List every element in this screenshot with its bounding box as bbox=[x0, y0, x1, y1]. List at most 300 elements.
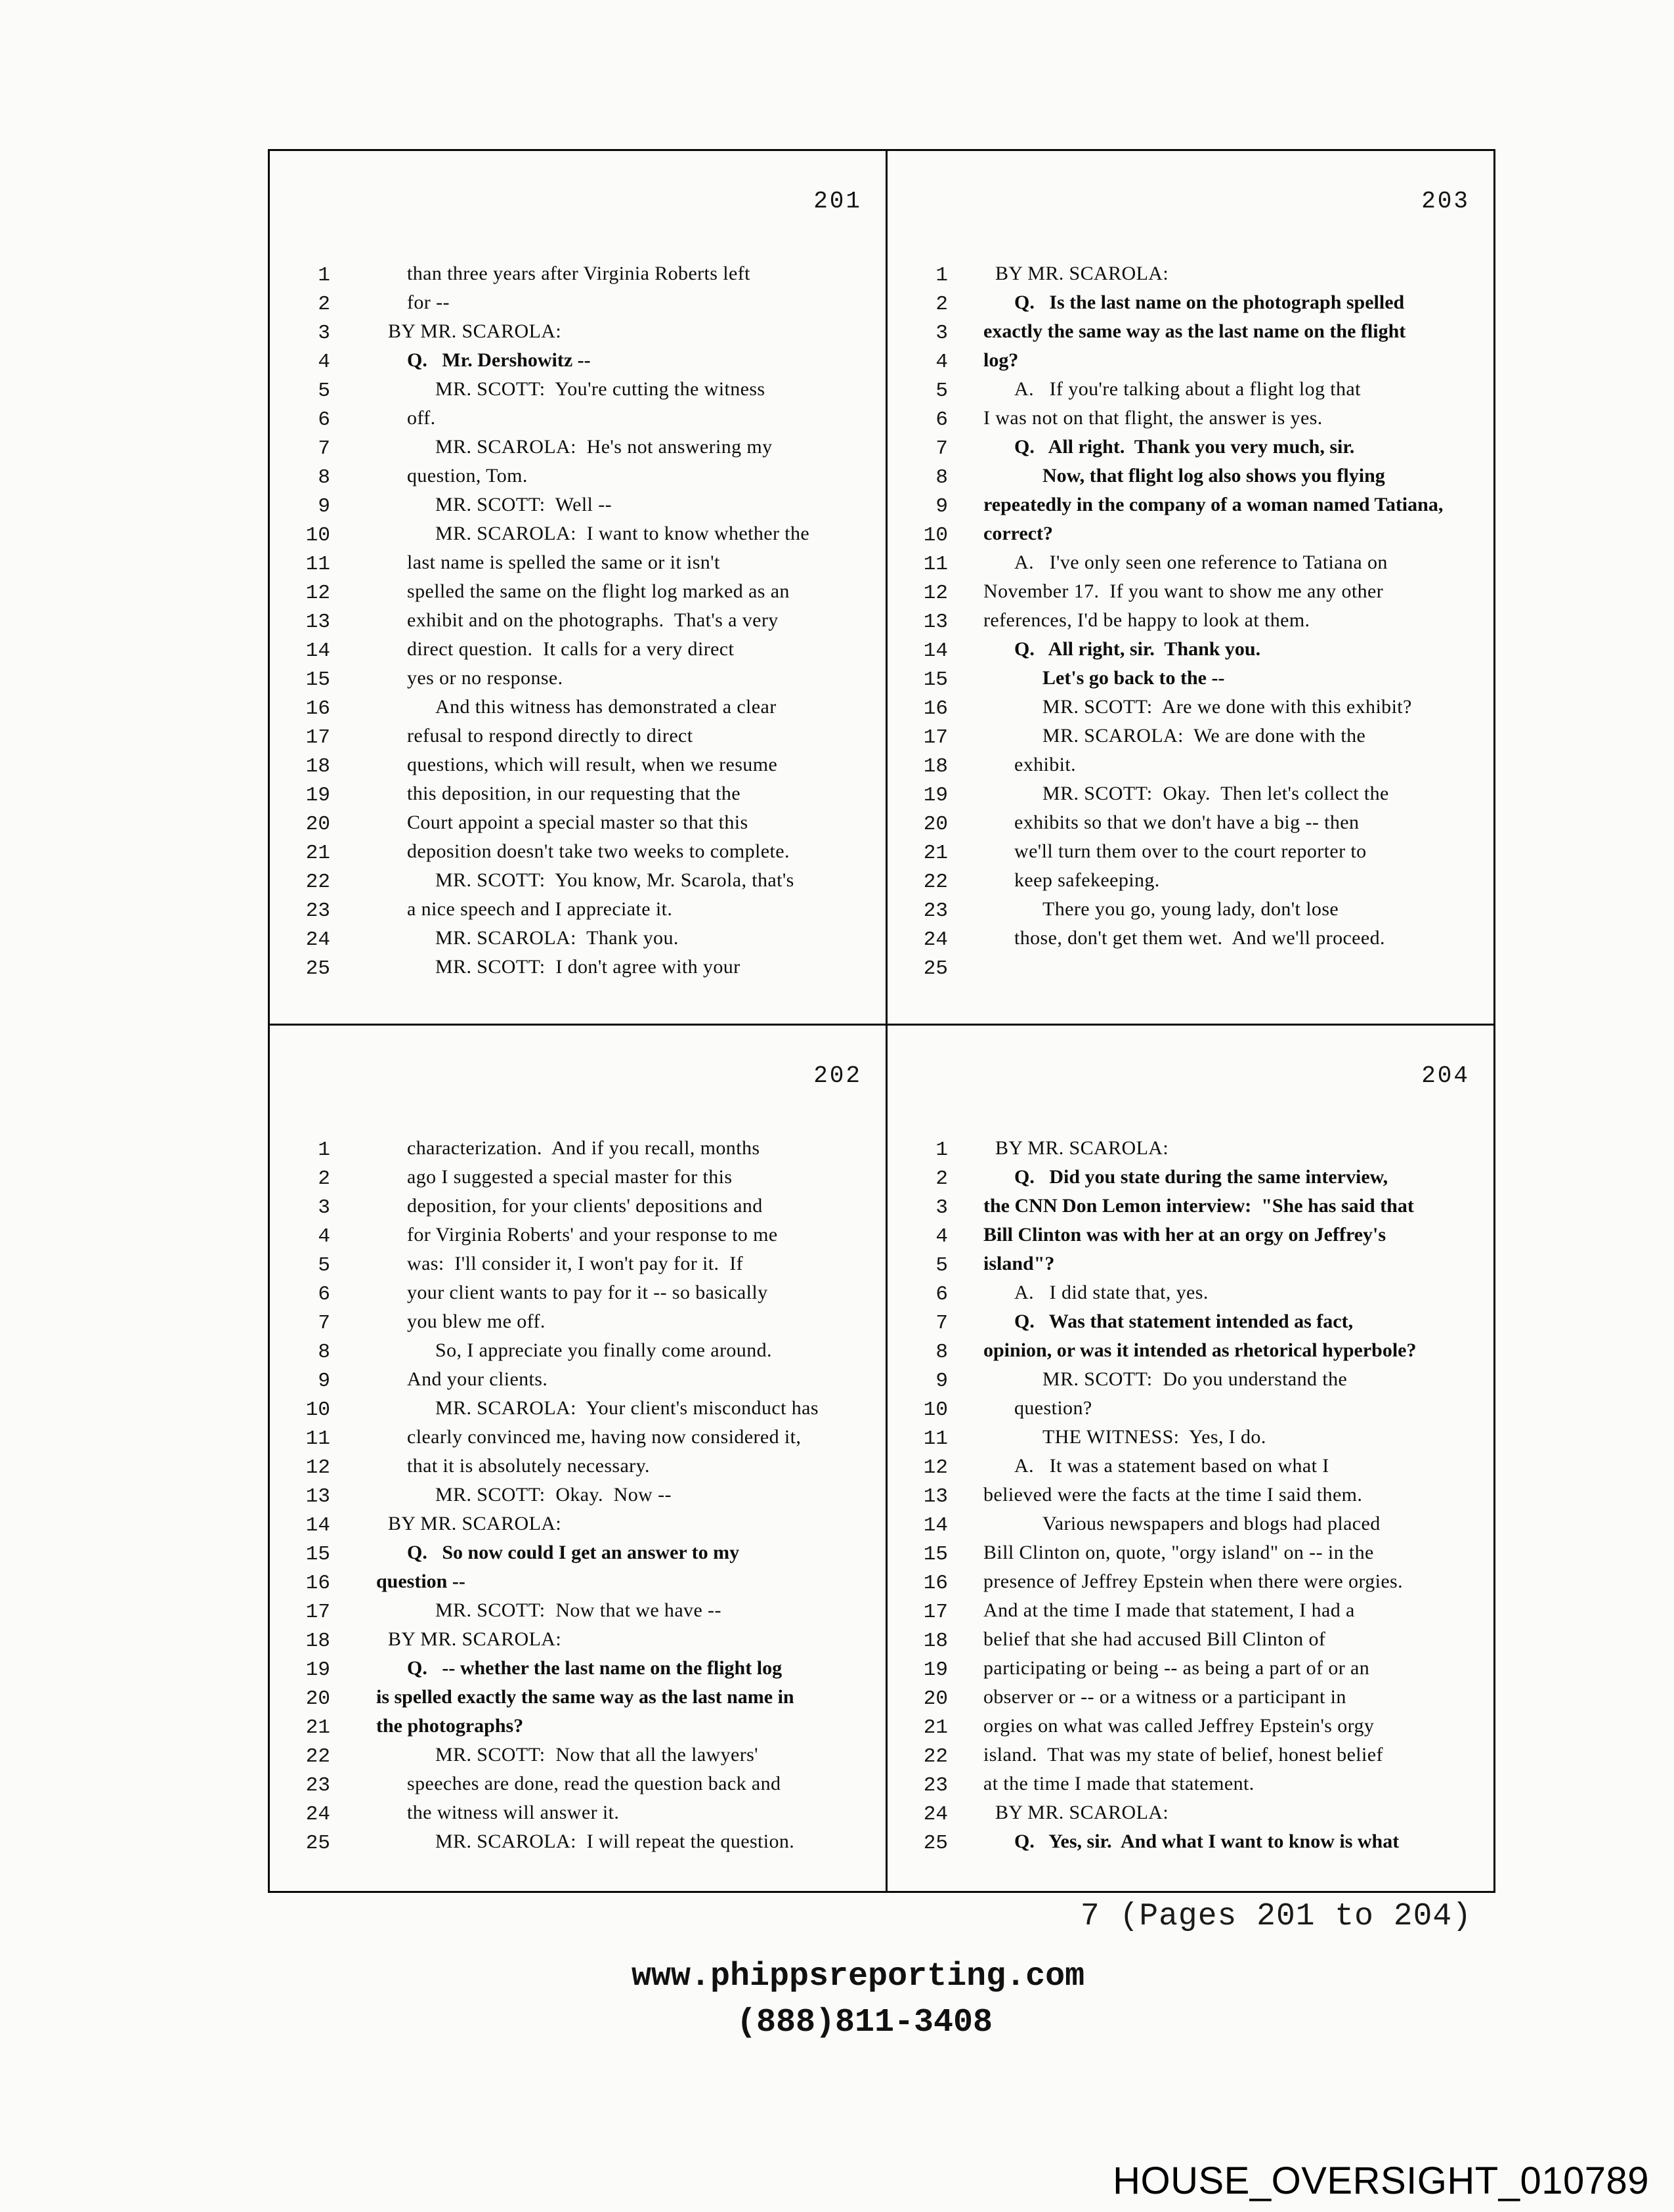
line-number: 15 bbox=[923, 1543, 948, 1566]
transcript-line bbox=[270, 1166, 886, 1195]
transcript-lines bbox=[888, 263, 1493, 985]
line-text: at the time I made that statement. bbox=[983, 1773, 1255, 1794]
transcript-line bbox=[270, 465, 886, 494]
line-number: 4 bbox=[318, 1225, 330, 1248]
transcript-line bbox=[888, 1426, 1493, 1455]
line-text: THE WITNESS: Yes, I do. bbox=[1042, 1426, 1266, 1448]
line-number: 4 bbox=[935, 1225, 948, 1248]
line-number: 9 bbox=[935, 1370, 948, 1393]
line-number: 1 bbox=[318, 1139, 330, 1161]
line-number: 7 bbox=[318, 1312, 330, 1335]
transcript-line bbox=[270, 783, 886, 812]
line-number: 17 bbox=[305, 726, 330, 749]
line-text: BY MR. SCAROLA: bbox=[995, 263, 1169, 284]
line-number: 15 bbox=[305, 668, 330, 691]
transcript-line bbox=[888, 956, 1493, 985]
transcript-line bbox=[270, 1397, 886, 1426]
line-number: 1 bbox=[318, 264, 330, 287]
line-number: 19 bbox=[923, 1659, 948, 1681]
line-text: log? bbox=[983, 349, 1019, 371]
transcript-line bbox=[270, 1599, 886, 1628]
footer-phone-number: (888)811-3408 bbox=[737, 2004, 993, 2041]
line-number: 8 bbox=[318, 1341, 330, 1364]
transcript-line bbox=[270, 754, 886, 783]
line-text: direct question. It calls for a very direct bbox=[407, 638, 735, 660]
line-number: 25 bbox=[923, 957, 948, 980]
line-text: BY MR. SCAROLA: bbox=[388, 1513, 562, 1534]
line-text: MR. SCOTT: Do you understand the bbox=[1042, 1368, 1348, 1390]
line-text: island. That was my state of belief, honest belief bbox=[983, 1744, 1383, 1766]
line-number: 21 bbox=[305, 1716, 330, 1739]
transcript-line bbox=[270, 1253, 886, 1282]
transcript-line bbox=[270, 1224, 886, 1253]
line-text: exhibit. bbox=[1014, 754, 1077, 775]
transcript-line bbox=[270, 552, 886, 580]
line-text: clearly convinced me, having now considered it, bbox=[407, 1426, 802, 1448]
line-text: MR. SCAROLA: Your client's misconduct has bbox=[435, 1397, 819, 1419]
line-number: 12 bbox=[305, 582, 330, 605]
transcript-line bbox=[270, 494, 886, 523]
transcript-line bbox=[270, 725, 886, 754]
line-number: 11 bbox=[923, 1427, 948, 1450]
line-text: a nice speech and I appreciate it. bbox=[407, 898, 673, 920]
transcript-line bbox=[270, 1426, 886, 1455]
line-number: 22 bbox=[923, 871, 948, 894]
line-text: And your clients. bbox=[407, 1368, 548, 1390]
line-number: 3 bbox=[318, 1196, 330, 1219]
transcript-line bbox=[270, 1368, 886, 1397]
line-text: MR. SCOTT: Now that all the lawyers' bbox=[435, 1744, 758, 1766]
line-text: Various newspapers and blogs had placed bbox=[1042, 1513, 1381, 1534]
line-text: questions, which will result, when we resume bbox=[407, 754, 778, 775]
line-number: 24 bbox=[923, 1803, 948, 1826]
transcript-line bbox=[888, 1715, 1493, 1744]
line-text: that it is absolutely necessary. bbox=[407, 1455, 650, 1477]
line-number: 24 bbox=[305, 928, 330, 951]
line-text: belief that she had accused Bill Clinton of bbox=[983, 1628, 1326, 1650]
transcript-line bbox=[888, 609, 1493, 638]
line-text: characterization. And if you recall, months bbox=[407, 1137, 760, 1159]
line-number: 17 bbox=[923, 1601, 948, 1624]
transcript-line bbox=[888, 840, 1493, 869]
line-text: MR. SCAROLA: Thank you. bbox=[435, 927, 679, 949]
line-number: 6 bbox=[935, 1283, 948, 1306]
footer-page-range: 7 (Pages 201 to 204) bbox=[1080, 1899, 1472, 1934]
line-text: MR. SCAROLA: I want to know whether the bbox=[435, 523, 810, 544]
line-text: Q. Did you state during the same interview, bbox=[1014, 1166, 1388, 1188]
line-text: question? bbox=[1014, 1397, 1092, 1419]
line-text: MR. SCOTT: Okay. Now -- bbox=[435, 1484, 672, 1506]
line-text: Q. Is the last name on the photograph spelled bbox=[1014, 292, 1405, 313]
transcript-line bbox=[888, 1628, 1493, 1657]
line-text: Q. Mr. Dershowitz -- bbox=[407, 349, 591, 371]
transcript-line bbox=[270, 407, 886, 436]
line-number: 22 bbox=[305, 1745, 330, 1768]
line-number: 23 bbox=[305, 1774, 330, 1797]
transcript-line bbox=[888, 1455, 1493, 1484]
line-text: And this witness has demonstrated a clear bbox=[435, 696, 777, 718]
line-text: for -- bbox=[407, 292, 450, 313]
transcript-line bbox=[270, 638, 886, 667]
transcript-line bbox=[270, 1686, 886, 1715]
transcript-line bbox=[270, 898, 886, 927]
line-text: A. I've only seen one reference to Tatiana on bbox=[1014, 552, 1388, 573]
transcript-line bbox=[270, 1455, 886, 1484]
transcript-line bbox=[888, 696, 1493, 725]
line-number: 15 bbox=[305, 1543, 330, 1566]
line-text: observer or -- or a witness or a participant in bbox=[983, 1686, 1346, 1708]
line-text: A. If you're talking about a flight log that bbox=[1014, 378, 1361, 400]
line-text: BY MR. SCAROLA: bbox=[995, 1802, 1169, 1823]
line-text: the photographs? bbox=[376, 1715, 524, 1737]
transcript-line bbox=[270, 812, 886, 840]
line-text: MR. SCOTT: You're cutting the witness bbox=[435, 378, 765, 400]
line-text: you blew me off. bbox=[407, 1311, 546, 1332]
line-text: was: I'll consider it, I won't pay for it. If bbox=[407, 1253, 743, 1274]
line-number: 23 bbox=[923, 900, 948, 922]
transcript-line bbox=[270, 378, 886, 407]
transcript-line bbox=[888, 1484, 1493, 1513]
line-number: 14 bbox=[923, 1514, 948, 1537]
line-text: question, Tom. bbox=[407, 465, 528, 487]
transcript-line bbox=[888, 1137, 1493, 1166]
transcript-line bbox=[888, 580, 1493, 609]
transcript-page-204 bbox=[888, 1026, 1493, 1891]
line-text: yes or no response. bbox=[407, 667, 563, 689]
line-text: speeches are done, read the question back and bbox=[407, 1773, 781, 1794]
line-number: 7 bbox=[318, 437, 330, 460]
line-text: Bill Clinton was with her at an orgy on Jeffrey's bbox=[983, 1224, 1386, 1246]
transcript-line bbox=[888, 1571, 1493, 1599]
line-text: MR. SCOTT: Now that we have -- bbox=[435, 1599, 721, 1621]
line-number: 11 bbox=[305, 1427, 330, 1450]
line-number: 22 bbox=[305, 871, 330, 894]
transcript-line bbox=[888, 349, 1493, 378]
line-number: 23 bbox=[923, 1774, 948, 1797]
transcript-line bbox=[888, 667, 1493, 696]
line-text: off. bbox=[407, 407, 436, 429]
line-number: 17 bbox=[923, 726, 948, 749]
line-text: MR. SCAROLA: He's not answering my bbox=[435, 436, 773, 458]
transcript-line bbox=[888, 1339, 1493, 1368]
transcript-line bbox=[270, 1513, 886, 1542]
transcript-line bbox=[270, 840, 886, 869]
line-number: 16 bbox=[923, 697, 948, 720]
line-text: exhibits so that we don't have a big -- then bbox=[1014, 812, 1360, 833]
line-text: Bill Clinton on, quote, "orgy island" on -- in the bbox=[983, 1542, 1374, 1563]
line-text: question -- bbox=[376, 1571, 465, 1592]
transcript-line bbox=[888, 292, 1493, 320]
line-number: 3 bbox=[935, 1196, 948, 1219]
line-number: 13 bbox=[305, 611, 330, 634]
line-number: 14 bbox=[305, 1514, 330, 1537]
line-text: last name is spelled the same or it isn't bbox=[407, 552, 720, 573]
line-text: A. It was a statement based on what I bbox=[1014, 1455, 1329, 1477]
line-number: 12 bbox=[923, 582, 948, 605]
transcript-line bbox=[888, 1166, 1493, 1195]
line-text: Q. All right, sir. Thank you. bbox=[1014, 638, 1261, 660]
line-number: 3 bbox=[318, 322, 330, 345]
line-number: 4 bbox=[935, 351, 948, 374]
transcript-page-201 bbox=[270, 151, 886, 1024]
line-number: 14 bbox=[305, 640, 330, 662]
line-number: 11 bbox=[923, 553, 948, 576]
line-text: references, I'd be happy to look at them. bbox=[983, 609, 1310, 631]
line-text: island"? bbox=[983, 1253, 1055, 1274]
line-text: MR. SCOTT: You know, Mr. Scarola, that's bbox=[435, 869, 794, 891]
line-number: 20 bbox=[923, 1687, 948, 1710]
line-number: 18 bbox=[923, 755, 948, 778]
line-text: spelled the same on the flight log marked as an bbox=[407, 580, 790, 602]
line-number: 1 bbox=[935, 264, 948, 287]
line-number: 19 bbox=[305, 784, 330, 807]
transcript-line bbox=[270, 436, 886, 465]
transcript-line bbox=[888, 1831, 1493, 1859]
transcript-line bbox=[270, 1339, 886, 1368]
line-text: than three years after Virginia Roberts left bbox=[407, 263, 750, 284]
transcript-line bbox=[888, 1311, 1493, 1339]
transcript-line bbox=[888, 754, 1493, 783]
bates-stamp: HOUSE_OVERSIGHT_010789 bbox=[1113, 2159, 1649, 2202]
line-text: Q. Yes, sir. And what I want to know is what bbox=[1014, 1831, 1400, 1852]
line-text: Let's go back to the -- bbox=[1042, 667, 1225, 689]
line-number: 20 bbox=[305, 1687, 330, 1710]
line-number: 25 bbox=[923, 1832, 948, 1855]
line-number: 10 bbox=[305, 524, 330, 547]
line-text: your client wants to pay for it -- so basically bbox=[407, 1282, 768, 1303]
transcript-line bbox=[888, 1224, 1493, 1253]
line-number: 5 bbox=[935, 380, 948, 402]
transcript-line bbox=[270, 263, 886, 292]
line-number: 21 bbox=[923, 1716, 948, 1739]
transcript-line bbox=[888, 1542, 1493, 1571]
line-number: 18 bbox=[305, 1630, 330, 1653]
line-text: the CNN Don Lemon interview: "She has said that bbox=[983, 1195, 1414, 1217]
transcript-line bbox=[270, 1195, 886, 1224]
line-number: 8 bbox=[935, 1341, 948, 1364]
line-text: Q. All right. Thank you very much, sir. bbox=[1014, 436, 1355, 458]
transcript-line bbox=[270, 1571, 886, 1599]
transcript-line bbox=[888, 523, 1493, 552]
line-number: 14 bbox=[923, 640, 948, 662]
line-text: presence of Jeffrey Epstein when there were orgies. bbox=[983, 1571, 1404, 1592]
line-number: 2 bbox=[318, 1167, 330, 1190]
transcript-line bbox=[270, 1657, 886, 1686]
line-text: There you go, young lady, don't lose bbox=[1042, 898, 1339, 920]
line-text: correct? bbox=[983, 523, 1054, 544]
line-number: 13 bbox=[923, 1485, 948, 1508]
page-number: 202 bbox=[813, 1062, 862, 1089]
line-number: 8 bbox=[935, 466, 948, 489]
line-number: 19 bbox=[305, 1659, 330, 1681]
line-text: ago I suggested a special master for this bbox=[407, 1166, 733, 1188]
line-text: orgies on what was called Jeffrey Epstein's orgy bbox=[983, 1715, 1375, 1737]
line-number: 16 bbox=[305, 1572, 330, 1595]
transcript-line bbox=[270, 349, 886, 378]
transcript-line bbox=[888, 1253, 1493, 1282]
line-text: refusal to respond directly to direct bbox=[407, 725, 693, 747]
line-text: we'll turn them over to the court reporter to bbox=[1014, 840, 1367, 862]
line-text: I was not on that flight, the answer is yes. bbox=[983, 407, 1323, 429]
transcript-line bbox=[888, 1686, 1493, 1715]
line-number: 17 bbox=[305, 1601, 330, 1624]
line-number: 21 bbox=[305, 842, 330, 865]
transcript-line bbox=[888, 378, 1493, 407]
line-text: keep safekeeping. bbox=[1014, 869, 1160, 891]
page-number: 204 bbox=[1421, 1062, 1470, 1089]
line-number: 25 bbox=[305, 957, 330, 980]
transcript-line bbox=[270, 696, 886, 725]
transcript-line bbox=[270, 1542, 886, 1571]
page-number: 203 bbox=[1421, 188, 1470, 215]
line-text: BY MR. SCAROLA: bbox=[388, 1628, 562, 1650]
transcript-lines bbox=[888, 1137, 1493, 1859]
line-text: MR. SCOTT: Well -- bbox=[435, 494, 612, 515]
transcript-line bbox=[270, 292, 886, 320]
transcript-line bbox=[888, 1195, 1493, 1224]
line-number: 15 bbox=[923, 668, 948, 691]
line-number: 5 bbox=[318, 380, 330, 402]
transcript-line bbox=[270, 1484, 886, 1513]
transcript-line bbox=[888, 927, 1493, 956]
line-text: exactly the same way as the last name on the flight bbox=[983, 320, 1406, 342]
line-text: Q. So now could I get an answer to my bbox=[407, 1542, 740, 1563]
transcript-line bbox=[270, 869, 886, 898]
transcript-page-203 bbox=[888, 151, 1493, 1024]
line-text: repeatedly in the company of a woman named Tatiana, bbox=[983, 494, 1444, 515]
line-number: 7 bbox=[935, 437, 948, 460]
transcript-line bbox=[270, 1744, 886, 1773]
transcript-grid-frame bbox=[268, 149, 1495, 1893]
line-number: 6 bbox=[935, 408, 948, 431]
transcript-line bbox=[270, 1628, 886, 1657]
transcript-line bbox=[270, 1311, 886, 1339]
line-text: Court appoint a special master so that this bbox=[407, 812, 748, 833]
line-number: 3 bbox=[935, 322, 948, 345]
transcript-line bbox=[888, 552, 1493, 580]
transcript-line bbox=[888, 1657, 1493, 1686]
line-text: Now, that flight log also shows you flying bbox=[1042, 465, 1385, 487]
line-number: 16 bbox=[305, 697, 330, 720]
line-number: 24 bbox=[305, 1803, 330, 1826]
line-number: 9 bbox=[935, 495, 948, 518]
line-number: 25 bbox=[305, 1832, 330, 1855]
line-number: 10 bbox=[923, 524, 948, 547]
line-text: BY MR. SCAROLA: bbox=[388, 320, 562, 342]
transcript-line bbox=[270, 609, 886, 638]
line-number: 5 bbox=[318, 1254, 330, 1277]
transcript-line bbox=[270, 1137, 886, 1166]
line-number: 8 bbox=[318, 466, 330, 489]
line-number: 20 bbox=[305, 813, 330, 836]
line-text: deposition doesn't take two weeks to complete. bbox=[407, 840, 790, 862]
line-text: exhibit and on the photographs. That's a very bbox=[407, 609, 779, 631]
line-number: 21 bbox=[923, 842, 948, 865]
transcript-line bbox=[888, 783, 1493, 812]
line-number: 2 bbox=[935, 1167, 948, 1190]
line-number: 13 bbox=[305, 1485, 330, 1508]
transcript-line bbox=[270, 1715, 886, 1744]
transcript-line bbox=[888, 869, 1493, 898]
line-text: MR. SCOTT: Okay. Then let's collect the bbox=[1042, 783, 1389, 804]
line-number: 6 bbox=[318, 408, 330, 431]
line-number: 18 bbox=[305, 755, 330, 778]
transcript-lines bbox=[270, 1137, 886, 1859]
line-text: this deposition, in our requesting that the bbox=[407, 783, 740, 804]
transcript-line bbox=[888, 1368, 1493, 1397]
line-number: 9 bbox=[318, 1370, 330, 1393]
transcript-line bbox=[270, 927, 886, 956]
line-number: 2 bbox=[935, 293, 948, 316]
transcript-line bbox=[888, 1744, 1493, 1773]
line-text: Q. Was that statement intended as fact, bbox=[1014, 1311, 1354, 1332]
transcript-line bbox=[888, 1802, 1493, 1831]
line-number: 1 bbox=[935, 1139, 948, 1161]
line-number: 13 bbox=[923, 611, 948, 634]
transcript-line bbox=[888, 320, 1493, 349]
line-text: opinion, or was it intended as rhetorical hyperbole? bbox=[983, 1339, 1417, 1361]
line-number: 10 bbox=[305, 1399, 330, 1421]
transcript-line bbox=[888, 638, 1493, 667]
line-text: those, don't get them wet. And we'll proceed. bbox=[1014, 927, 1385, 949]
transcript-line bbox=[270, 320, 886, 349]
transcript-line bbox=[270, 1282, 886, 1311]
line-number: 18 bbox=[923, 1630, 948, 1653]
line-text: MR. SCAROLA: I will repeat the question. bbox=[435, 1831, 795, 1852]
line-text: So, I appreciate you finally come around. bbox=[435, 1339, 772, 1361]
page-number: 201 bbox=[813, 188, 862, 215]
line-number: 5 bbox=[935, 1254, 948, 1277]
line-number: 4 bbox=[318, 351, 330, 374]
line-text: for Virginia Roberts' and your response to me bbox=[407, 1224, 778, 1246]
line-number: 6 bbox=[318, 1283, 330, 1306]
line-number: 9 bbox=[318, 495, 330, 518]
transcript-line bbox=[888, 1599, 1493, 1628]
line-text: November 17. If you want to show me any other bbox=[983, 580, 1384, 602]
line-number: 16 bbox=[923, 1572, 948, 1595]
transcript-line bbox=[888, 812, 1493, 840]
transcript-line bbox=[270, 1831, 886, 1859]
transcript-line bbox=[270, 523, 886, 552]
line-number: 19 bbox=[923, 784, 948, 807]
line-text: And at the time I made that statement, I had a bbox=[983, 1599, 1355, 1621]
transcript-line bbox=[270, 956, 886, 985]
line-number: 24 bbox=[923, 928, 948, 951]
line-number: 2 bbox=[318, 293, 330, 316]
line-text: BY MR. SCAROLA: bbox=[995, 1137, 1169, 1159]
transcript-lines bbox=[270, 263, 886, 985]
transcript-line bbox=[270, 667, 886, 696]
line-number: 7 bbox=[935, 1312, 948, 1335]
transcript-line bbox=[888, 1513, 1493, 1542]
line-number: 12 bbox=[305, 1456, 330, 1479]
line-text: A. I did state that, yes. bbox=[1014, 1282, 1209, 1303]
transcript-line bbox=[888, 263, 1493, 292]
transcript-line bbox=[270, 1773, 886, 1802]
transcript-line bbox=[270, 580, 886, 609]
line-text: participating or being -- as being a part of or an bbox=[983, 1657, 1370, 1679]
line-number: 11 bbox=[305, 553, 330, 576]
footer-website: www.phippsreporting.com bbox=[632, 1958, 1085, 1995]
transcript-line bbox=[888, 1282, 1493, 1311]
transcript-line bbox=[270, 1802, 886, 1831]
line-text: deposition, for your clients' depositions and bbox=[407, 1195, 763, 1217]
line-text: is spelled exactly the same way as the last name in bbox=[376, 1686, 794, 1708]
transcript-line bbox=[888, 465, 1493, 494]
line-number: 22 bbox=[923, 1745, 948, 1768]
transcript-line bbox=[888, 725, 1493, 754]
line-number: 12 bbox=[923, 1456, 948, 1479]
